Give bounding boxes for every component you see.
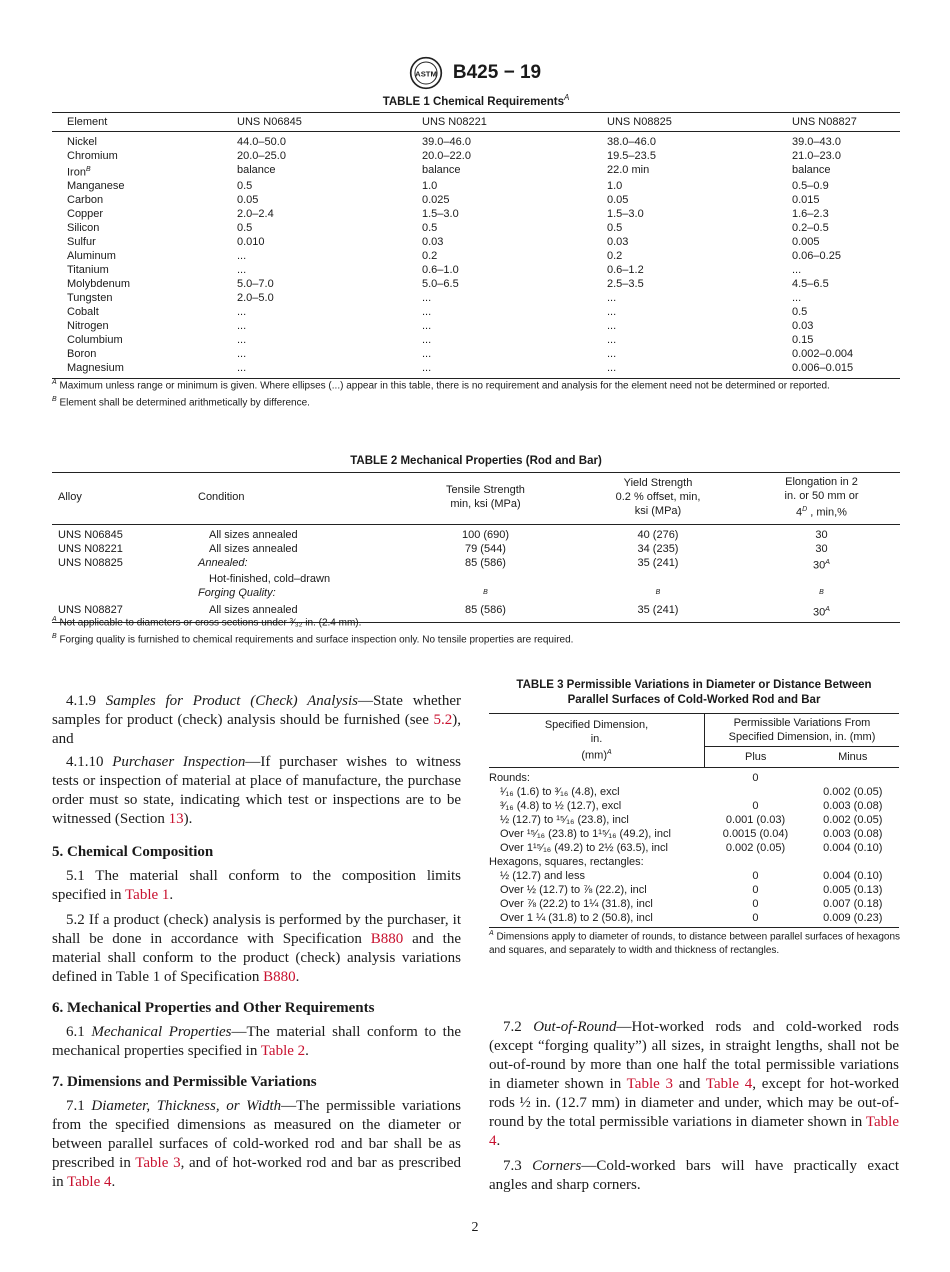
table-cell: balance: [792, 163, 831, 176]
table-row: [489, 785, 899, 799]
para-5-1: 5.1 The material shall conform to the composition limits specified in Table 1.: [52, 868, 461, 903]
table-row: [52, 235, 900, 249]
page-header: [0, 56, 950, 90]
table-cell: 1.6–2.3: [792, 208, 829, 221]
table-cell: Columbium: [67, 334, 123, 347]
table-cell: 2.0–2.4: [237, 208, 274, 221]
col-minus: Minus: [806, 747, 899, 768]
table-cell: [806, 768, 899, 786]
table-cell: 0.03: [422, 236, 444, 249]
table-cell: [705, 785, 807, 799]
table-cell: 21.0–23.0: [792, 149, 841, 162]
table-row: [52, 207, 900, 221]
table-cell: [705, 855, 807, 869]
table-row: Forging Quality: $^B$ $^B$ $^B$: [198, 587, 824, 600]
table-cell: Chromium: [67, 149, 118, 162]
ref-table-4-c[interactable]: Table 4: [489, 1114, 899, 1149]
table-cell: Nickel: [67, 135, 97, 148]
table-cell: Manganese: [67, 180, 125, 193]
col-yield: Yield Strength 0.2 % offset, min, ksi (MPa): [573, 473, 743, 525]
table-cell: ...: [407, 361, 592, 379]
table-cell: ...: [237, 320, 247, 333]
table-cell: 22.0 min: [607, 163, 650, 176]
table-cell: ...: [592, 361, 777, 379]
table-cell: ...: [792, 264, 802, 277]
table-cell: Over 1¹⁵⁄₁₆ (49.2) to 2½ (63.5), incl: [500, 842, 668, 854]
table-cell: 0: [752, 772, 759, 784]
table-cell: 0.002 (0.05): [725, 842, 786, 854]
table-row: UNS N08221 All sizes annealed 79 (544) 34 (235) 30: [58, 542, 828, 555]
table-cell: 38.0–46.0: [607, 135, 656, 148]
table-cell: ...: [237, 306, 247, 319]
table-cell: ...: [792, 292, 802, 305]
col-condition: Condition: [198, 473, 398, 525]
heading-7: 7. Dimensions and Permissible Variations: [52, 1074, 317, 1090]
ref-5-2[interactable]: 5.2: [433, 712, 453, 728]
table-2-footnote-b: $^B$ Forging quality is furnished to chemical requirements and surface inspection only. No tensile properties are required.: [52, 632, 574, 646]
table-row: [489, 827, 899, 841]
table-1-col-4: UNS N08827: [777, 112, 900, 131]
table-cell: 0.0015 (0.04): [722, 828, 789, 840]
para-7-1: 7.1 Diameter, Thickness, or Width—The permissible variations from the specified dimensions as measured on the diameter or between parallel surfaces of cold-worked rod and bar shall be as prescribed in Table 3, and of hot-worked rod and bar as prescribed in Table 4.: [52, 1098, 461, 1190]
table-cell: 0.5: [792, 306, 808, 319]
table-cell: Hexagons, squares, rectangles:: [489, 856, 644, 868]
table-cell: 0.025: [422, 194, 450, 207]
table-cell: 5.0–7.0: [237, 278, 274, 291]
table-cell: Over ½ (12.7) to ⅞ (22.2), incl: [500, 884, 647, 896]
table-cell: ...: [237, 250, 247, 263]
table-cell: 0: [752, 870, 759, 882]
table-cell: 5.0–6.5: [422, 278, 459, 291]
table-cell: 19.5–23.5: [607, 149, 656, 162]
table-row: [52, 347, 900, 361]
table-row: [52, 277, 900, 291]
designation: B425 − 19: [452, 62, 542, 83]
table-row: [52, 131, 900, 149]
para-4-1-10: 4.1.10 Purchaser Inspection—If purchaser wishes to witness tests or inspection of material at place of manufacture, the purchase order must so state, indicating which test or inspections are to be witnessed (Section 13).: [52, 754, 462, 827]
left-column: [52, 692, 461, 1192]
table-cell: 0.004 (0.10): [823, 870, 883, 882]
table-cell: ½ (12.7) and less: [500, 870, 585, 882]
table-row: [489, 855, 899, 869]
table-cell: ...: [607, 306, 617, 319]
para-7-2: 7.2 Out-of-Round—Hot-worked rods and cold-worked rods (except “forging quality”) all sizes, in straight lengths, shall not be out-of-round by more than one half the total permissible variations in diameter shown in Table 3 and Table 4, except for hot-worked rods ½ in. (12.7 mm) in diameter and under, which may be out-of-round by the total permissible variations in diameter shown in Table 4.: [489, 1019, 900, 1149]
table-row: [489, 813, 899, 827]
table-2-title: TABLE 2 Mechanical Properties (Rod and Bar): [350, 455, 602, 467]
astm-logo: [409, 56, 443, 90]
table-cell: ³⁄₁₆ (4.8) to ½ (12.7), excl: [500, 800, 622, 812]
table-row: [489, 911, 899, 928]
table-row: UNS N06845 All sizes annealed 100 (690) 40 (276) 30: [58, 528, 828, 541]
table-row: [52, 305, 900, 319]
table-cell: ...: [237, 264, 247, 277]
table-row: [52, 149, 900, 163]
table-cell: 0: [752, 884, 759, 896]
table-cell: 0.2: [422, 250, 438, 263]
table-cell: Cobalt: [67, 306, 99, 319]
table-cell: 0.03: [792, 320, 814, 333]
table-cell: 39.0–43.0: [792, 135, 841, 148]
table-cell: Nitrogen: [67, 320, 109, 333]
table-cell: 0.005 (0.13): [823, 884, 883, 896]
table-cell: 0.5–0.9: [792, 180, 829, 193]
table-cell: ...: [607, 320, 617, 333]
table-cell: 0.5: [422, 222, 438, 235]
table-cell: 0.002 (0.05): [823, 786, 883, 798]
table-cell: 1.0: [607, 180, 623, 193]
table-row: UNS N08827 All sizes annealed 85 (586) 35 (241) $30^A$: [52, 603, 900, 622]
table-cell: 0.03: [607, 236, 629, 249]
table-cell: Over ⅞ (22.2) to 1¼ (31.8), incl: [500, 898, 653, 910]
table-cell: 0.002 (0.05): [823, 814, 883, 826]
table-cell: Tungsten: [67, 292, 113, 305]
table-cell: 4.5–6.5: [792, 278, 829, 291]
table-cell: 1.5–3.0: [422, 208, 459, 221]
table-cell: 0: [752, 800, 759, 812]
table-row: [52, 319, 900, 333]
table-cell: 0.003 (0.08): [823, 828, 883, 840]
table-cell: 0.2–0.5: [792, 222, 829, 235]
table-cell: 0.5: [237, 222, 253, 235]
table-cell: 2.0–5.0: [237, 292, 274, 305]
col-elongation: Elongation in 2 in. or 50 mm or $4^D$ , min,%: [743, 473, 900, 525]
table-cell: 0.006–0.015: [777, 361, 900, 379]
right-column: [489, 1018, 899, 1195]
table-cell: 0.003 (0.08): [823, 800, 883, 812]
table-cell: 0.015: [792, 194, 820, 207]
table-cell: ½ (12.7) to ¹⁵⁄₁₆ (23.8), incl: [500, 814, 629, 826]
ref-table-3[interactable]: Table 3: [135, 1155, 181, 1171]
table-cell: 0.6–1.0: [422, 264, 459, 277]
table-cell: ...: [237, 348, 247, 361]
table-row: [52, 179, 900, 193]
table-cell: 0.06–0.25: [792, 250, 841, 263]
table-cell: Molybdenum: [67, 278, 130, 291]
table-cell: 0.002–0.004: [792, 348, 854, 361]
table-row: [489, 799, 899, 813]
table-cell: 0.5: [607, 222, 623, 235]
table-cell: 2.5–3.5: [607, 278, 644, 291]
table-cell: Carbon: [67, 194, 104, 207]
table-cell: ...: [607, 334, 617, 347]
table-1-col-0: Element: [52, 112, 222, 131]
table-cell: ¹⁄₁₆ (1.6) to ³⁄₁₆ (4.8), excl: [500, 786, 620, 798]
ref-table-2[interactable]: Table 2: [260, 1043, 306, 1059]
table-row: [52, 193, 900, 207]
table-cell: Boron: [67, 348, 97, 361]
table-cell: ...: [422, 334, 432, 347]
table-row: [52, 249, 900, 263]
table-cell: Copper: [67, 208, 104, 221]
table-row: Hot-finished, cold–drawn: [209, 573, 331, 586]
table-cell: ...: [422, 292, 432, 305]
table-cell: 1.5–3.0: [607, 208, 644, 221]
table-cell: Sulfur: [67, 236, 96, 249]
heading-5: 5. Chemical Composition: [52, 844, 214, 860]
col-tensile: Tensile Strength min, ksi (MPa): [398, 473, 573, 525]
para-6-1: 6.1 Mechanical Properties—The material shall conform to the mechanical properties specified in Table 2.: [52, 1024, 461, 1059]
table-1-footnotes: [52, 376, 900, 410]
table-cell: 0: [752, 898, 759, 910]
table-cell: 20.0–22.0: [422, 149, 471, 162]
table-row: [52, 333, 900, 347]
table-1-footnote-b: $^B$ Element shall be determined arithmetically by difference.: [52, 395, 310, 409]
col-permissible-variations: Permissible Variations From Specified Dimension, in. (mm): [705, 714, 900, 747]
table-row: [52, 221, 900, 235]
table-cell: 20.0–25.0: [237, 149, 286, 162]
table-cell: 0.2: [607, 250, 623, 263]
ref-b880[interactable]: B880: [370, 931, 404, 947]
table-row: [52, 263, 900, 277]
table-cell: ...: [607, 292, 617, 305]
heading-6: 6. Mechanical Properties and Other Requirements: [52, 1000, 375, 1016]
table-2: [52, 455, 900, 623]
table-row: [489, 768, 899, 786]
ref-section-13[interactable]: 13: [168, 811, 184, 827]
table-3-title: TABLE 3 Permissible Variations in Diameter or Distance Between Parallel Surfaces of Cold-Worked Rod and Bar: [516, 679, 872, 706]
table-cell: [806, 855, 899, 869]
col-plus: Plus: [705, 747, 807, 768]
table-cell: Silicon: [67, 222, 100, 235]
table-row: [489, 869, 899, 883]
col-alloy: Alloy: [52, 473, 198, 525]
table-row: [489, 897, 899, 911]
table-cell: balance: [422, 163, 461, 176]
table-cell: 0.15: [792, 334, 814, 347]
ref-table-1[interactable]: Table 1: [125, 887, 170, 903]
svg-text:ASTM: ASTM: [415, 69, 437, 79]
table-1-col-1: UNS N06845: [222, 112, 407, 131]
para-5-2: 5.2 If a product (check) analysis is performed by the purchaser, it shall be done in accordance with Specification B880 and the material shall conform to the product (check) analysis variations defined in Table 1 of Specification B880.: [52, 912, 461, 985]
table-cell: 0: [705, 911, 807, 928]
table-cell: 0.05: [237, 194, 259, 207]
table-cell: ...: [422, 320, 432, 333]
table-1-title: TABLE 1 Chemical Requirements$^A$: [382, 93, 570, 108]
table-cell: 0.6–1.2: [607, 264, 644, 277]
table-1-col-2: UNS N08221: [407, 112, 592, 131]
table-row: UNS N08825 Annealed: 85 (586) 35 (241) $30^A$: [58, 556, 830, 572]
table-cell: ...: [607, 348, 617, 361]
para-7-3: 7.3 Corners—Cold-worked bars will have practically exact angles and sharp corners.: [489, 1158, 899, 1193]
table-3: [489, 678, 899, 928]
ref-table-3-b[interactable]: Table 3: [626, 1076, 674, 1092]
table-cell: ...: [222, 361, 407, 379]
table-1: [52, 93, 900, 379]
table-cell: 39.0–46.0: [422, 135, 471, 148]
table-row: [489, 841, 899, 855]
table-cell: ...: [237, 334, 247, 347]
ref-table-4-b[interactable]: Table 4: [705, 1076, 753, 1092]
table-cell: balance: [237, 163, 276, 176]
table-cell: 0.5: [237, 180, 253, 193]
table-cell: Aluminum: [67, 250, 116, 263]
para-4-1-9: 4.1.9 Samples for Product (Check) Analysis—State whether samples for product (check) analysis should be furnished (see 5.2), and: [52, 693, 462, 747]
table-row: [52, 291, 900, 305]
table-1-col-3: UNS N08825: [592, 112, 777, 131]
table-cell: 0.009 (0.23): [806, 911, 899, 928]
table-2-footnote-a: $^A$ Not applicable to diameters or cross sections under ³⁄₃₂ in. (2.4 mm).: [52, 616, 362, 629]
table-cell: 0.001 (0.03): [725, 814, 786, 826]
table-1-footnote-a: $^A$ Maximum unless range or minimum is given. Where ellipses (...) appear in this table, there is no requirement and analysis for the element need not be determined or reported.: [52, 379, 830, 392]
table-cell: ...: [422, 306, 432, 319]
col-specified-dimension: Specified Dimension, in. (mm)$^A$: [489, 714, 705, 768]
table-3-footnote: $^A$ Dimensions apply to diameter of rounds, to distance between parallel surfaces of hexagons and squares, and separately to width and thickness of rectangles.: [489, 930, 901, 956]
table-cell: 0.05: [607, 194, 629, 207]
table-cell: Over ¹⁵⁄₁₆ (23.8) to 1¹⁵⁄₁₆ (49.2), incl: [500, 828, 671, 840]
page-number: 2: [471, 1220, 479, 1235]
table-cell: Titanium: [67, 264, 109, 277]
table-cell: 0.004 (0.10): [823, 842, 883, 854]
table-cell: 44.0–50.0: [237, 135, 286, 148]
ref-table-4[interactable]: Table 4: [67, 1174, 112, 1190]
table-cell: 0.010: [237, 236, 265, 249]
table-cell: Over 1 ¼ (31.8) to 2 (50.8), incl: [489, 911, 705, 928]
table-cell: 0.005: [792, 236, 820, 249]
ref-b880-2[interactable]: B880: [263, 969, 296, 985]
table-row: [52, 163, 900, 180]
table-row: [489, 883, 899, 897]
table-cell: Iron$^B$: [67, 165, 91, 179]
table-2-footnotes: [52, 613, 900, 647]
table-cell: 1.0: [422, 180, 438, 193]
table-cell: Rounds:: [489, 772, 530, 784]
table-cell: ...: [422, 348, 432, 361]
table-cell: Magnesium: [52, 361, 222, 379]
table-cell: 0.007 (0.18): [823, 898, 883, 910]
